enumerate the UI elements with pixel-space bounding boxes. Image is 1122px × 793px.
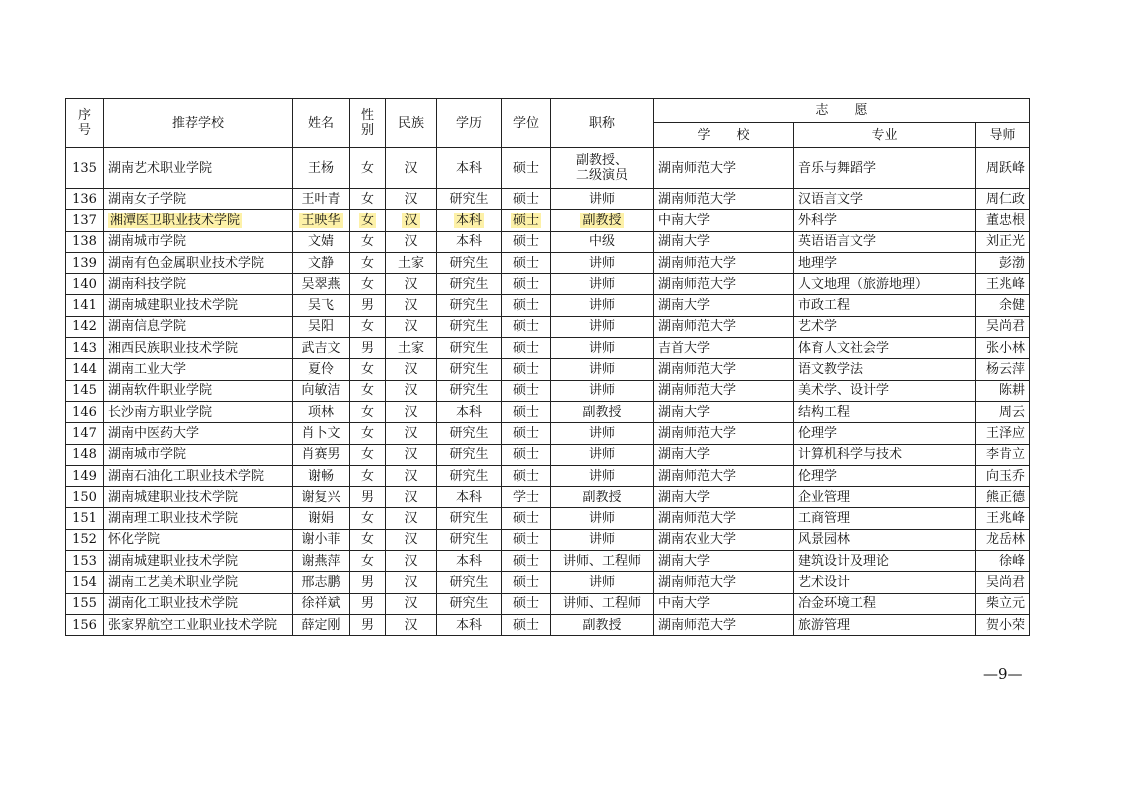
cell-mentor: 柴立元 <box>976 593 1030 614</box>
cell-seq: 138 <box>66 231 104 252</box>
cell-education: 研究生 <box>437 572 502 593</box>
cell-education: 研究生 <box>437 423 502 444</box>
cell-major: 冶金环境工程 <box>794 593 976 614</box>
cell-education: 研究生 <box>437 465 502 486</box>
cell-ethnicity: 汉 <box>386 401 437 422</box>
cell-school: 湖南有色金属职业技术学院 <box>104 252 293 273</box>
cell-title: 讲师 <box>551 529 654 550</box>
cell-ethnicity: 汉 <box>386 274 437 295</box>
cell-ethnicity: 汉 <box>386 465 437 486</box>
cell-name: 王映华 <box>293 210 350 231</box>
cell-wish-school: 湖南农业大学 <box>654 529 794 550</box>
cell-mentor: 李肯立 <box>976 444 1030 465</box>
cell-school: 湖南艺术职业学院 <box>104 148 293 189</box>
cell-gender: 女 <box>350 551 386 572</box>
cell-title: 讲师 <box>551 380 654 401</box>
cell-ethnicity: 汉 <box>386 529 437 550</box>
cell-name: 谢娟 <box>293 508 350 529</box>
cell-ethnicity: 土家 <box>386 252 437 273</box>
cell-degree: 硕士 <box>502 508 551 529</box>
cell-gender: 女 <box>350 465 386 486</box>
table-row <box>66 551 1030 572</box>
cell-wish-school: 湖南师范大学 <box>654 189 794 210</box>
cell-education: 研究生 <box>437 508 502 529</box>
table-row <box>66 508 1030 529</box>
cell-degree: 硕士 <box>502 274 551 295</box>
cell-ethnicity: 汉 <box>386 295 437 316</box>
cell-title: 讲师 <box>551 252 654 273</box>
cell-mentor: 张小林 <box>976 338 1030 359</box>
cell-name: 夏伶 <box>293 359 350 380</box>
cell-name: 向敏洁 <box>293 380 350 401</box>
cell-education: 本科 <box>437 614 502 635</box>
header-seq: 序 号 <box>66 99 104 148</box>
cell-title: 讲师、工程师 <box>551 593 654 614</box>
cell-mentor: 王兆峰 <box>976 274 1030 295</box>
header-wish: 志 愿 <box>654 99 1030 123</box>
cell-degree: 硕士 <box>502 316 551 337</box>
cell-name: 吴翠燕 <box>293 274 350 295</box>
cell-title: 副教授、 二级演员 <box>551 148 654 189</box>
cell-seq: 151 <box>66 508 104 529</box>
cell-ethnicity: 汉 <box>386 359 437 380</box>
cell-title: 讲师 <box>551 316 654 337</box>
cell-name: 文婧 <box>293 231 350 252</box>
cell-name: 徐祥斌 <box>293 593 350 614</box>
cell-wish-school: 湖南大学 <box>654 444 794 465</box>
cell-mentor: 龙岳林 <box>976 529 1030 550</box>
cell-education: 本科 <box>437 487 502 508</box>
cell-education: 本科 <box>437 148 502 189</box>
cell-name: 项林 <box>293 401 350 422</box>
cell-gender: 女 <box>350 148 386 189</box>
cell-major: 美术学、设计学 <box>794 380 976 401</box>
cell-ethnicity: 汉 <box>386 508 437 529</box>
cell-ethnicity: 汉 <box>386 614 437 635</box>
cell-wish-school: 中南大学 <box>654 210 794 231</box>
cell-major: 结构工程 <box>794 401 976 422</box>
cell-seq: 139 <box>66 252 104 273</box>
cell-name: 吴阳 <box>293 316 350 337</box>
table-row <box>66 487 1030 508</box>
cell-wish-school: 湖南大学 <box>654 487 794 508</box>
cell-major: 音乐与舞蹈学 <box>794 148 976 189</box>
table-header <box>66 99 1030 148</box>
cell-ethnicity: 汉 <box>386 316 437 337</box>
cell-wish-school: 吉首大学 <box>654 338 794 359</box>
table-row <box>66 359 1030 380</box>
cell-seq: 141 <box>66 295 104 316</box>
cell-school: 湘西民族职业技术学院 <box>104 338 293 359</box>
cell-gender: 女 <box>350 316 386 337</box>
cell-gender: 男 <box>350 572 386 593</box>
cell-degree: 硕士 <box>502 359 551 380</box>
cell-education: 研究生 <box>437 529 502 550</box>
cell-seq: 137 <box>66 210 104 231</box>
cell-major: 艺术学 <box>794 316 976 337</box>
cell-gender: 女 <box>350 231 386 252</box>
cell-title: 讲师 <box>551 338 654 359</box>
cell-wish-school: 中南大学 <box>654 593 794 614</box>
cell-wish-school: 湖南师范大学 <box>654 359 794 380</box>
cell-title: 讲师 <box>551 359 654 380</box>
table-row <box>66 401 1030 422</box>
cell-ethnicity: 汉 <box>386 423 437 444</box>
header-school: 推荐学校 <box>104 99 293 148</box>
cell-mentor: 吴尚君 <box>976 572 1030 593</box>
table-row <box>66 529 1030 550</box>
cell-degree: 硕士 <box>502 551 551 572</box>
header-degree: 学位 <box>502 99 551 148</box>
header-title: 职称 <box>551 99 654 148</box>
cell-major: 企业管理 <box>794 487 976 508</box>
cell-degree: 硕士 <box>502 380 551 401</box>
cell-seq: 145 <box>66 380 104 401</box>
cell-name: 谢燕萍 <box>293 551 350 572</box>
cell-wish-school: 湖南大学 <box>654 295 794 316</box>
cell-name: 文静 <box>293 252 350 273</box>
cell-mentor: 彭渤 <box>976 252 1030 273</box>
table-row <box>66 231 1030 252</box>
header-wish-school: 学 校 <box>654 123 794 148</box>
header-name: 姓名 <box>293 99 350 148</box>
header-wish-major: 专业 <box>794 123 976 148</box>
cell-title: 讲师 <box>551 423 654 444</box>
cell-wish-school: 湖南师范大学 <box>654 252 794 273</box>
cell-education: 研究生 <box>437 189 502 210</box>
cell-mentor: 王泽应 <box>976 423 1030 444</box>
table-row <box>66 465 1030 486</box>
cell-wish-school: 湖南师范大学 <box>654 465 794 486</box>
cell-seq: 146 <box>66 401 104 422</box>
cell-mentor: 徐峰 <box>976 551 1030 572</box>
cell-ethnicity: 汉 <box>386 572 437 593</box>
cell-name: 武吉文 <box>293 338 350 359</box>
cell-seq: 154 <box>66 572 104 593</box>
cell-major: 人文地理（旅游地理） <box>794 274 976 295</box>
table-body <box>66 148 1030 636</box>
cell-major: 旅游管理 <box>794 614 976 635</box>
cell-mentor: 杨云萍 <box>976 359 1030 380</box>
cell-gender: 女 <box>350 274 386 295</box>
table-row <box>66 380 1030 401</box>
table-row <box>66 338 1030 359</box>
cell-education: 本科 <box>437 231 502 252</box>
cell-gender: 男 <box>350 338 386 359</box>
cell-degree: 硕士 <box>502 614 551 635</box>
table-row <box>66 572 1030 593</box>
cell-title: 副教授 <box>551 401 654 422</box>
cell-mentor: 陈耕 <box>976 380 1030 401</box>
cell-ethnicity: 汉 <box>386 380 437 401</box>
cell-major: 地理学 <box>794 252 976 273</box>
cell-school: 湖南工艺美术职业学院 <box>104 572 293 593</box>
cell-name: 王杨 <box>293 148 350 189</box>
cell-education: 本科 <box>437 551 502 572</box>
cell-major: 伦理学 <box>794 465 976 486</box>
cell-school: 怀化学院 <box>104 529 293 550</box>
cell-gender: 男 <box>350 614 386 635</box>
cell-title: 讲师 <box>551 444 654 465</box>
cell-degree: 硕士 <box>502 423 551 444</box>
cell-ethnicity: 汉 <box>386 444 437 465</box>
cell-title: 讲师 <box>551 295 654 316</box>
table-row <box>66 295 1030 316</box>
header-gender: 性 别 <box>350 99 386 148</box>
cell-ethnicity: 汉 <box>386 189 437 210</box>
cell-major: 计算机科学与技术 <box>794 444 976 465</box>
cell-ethnicity: 汉 <box>386 487 437 508</box>
cell-education: 研究生 <box>437 274 502 295</box>
cell-education: 研究生 <box>437 359 502 380</box>
cell-seq: 136 <box>66 189 104 210</box>
cell-title: 讲师、工程师 <box>551 551 654 572</box>
cell-gender: 女 <box>350 444 386 465</box>
cell-major: 外科学 <box>794 210 976 231</box>
table-row <box>66 614 1030 635</box>
cell-school: 湘潭医卫职业技术学院 <box>104 210 293 231</box>
cell-mentor: 熊正德 <box>976 487 1030 508</box>
cell-seq: 144 <box>66 359 104 380</box>
cell-title: 讲师 <box>551 508 654 529</box>
table-row <box>66 316 1030 337</box>
cell-mentor: 吴尚君 <box>976 316 1030 337</box>
cell-major: 风景园林 <box>794 529 976 550</box>
cell-degree: 硕士 <box>502 444 551 465</box>
cell-school: 湖南科技学院 <box>104 274 293 295</box>
cell-major: 英语语言文学 <box>794 231 976 252</box>
cell-seq: 147 <box>66 423 104 444</box>
cell-wish-school: 湖南大学 <box>654 551 794 572</box>
cell-gender: 女 <box>350 252 386 273</box>
cell-mentor: 刘正光 <box>976 231 1030 252</box>
cell-wish-school: 湖南师范大学 <box>654 423 794 444</box>
table-row <box>66 148 1030 189</box>
cell-gender: 男 <box>350 295 386 316</box>
cell-degree: 硕士 <box>502 295 551 316</box>
table-row <box>66 444 1030 465</box>
cell-degree: 硕士 <box>502 231 551 252</box>
cell-ethnicity: 汉 <box>386 593 437 614</box>
cell-major: 市政工程 <box>794 295 976 316</box>
cell-name: 肖赛男 <box>293 444 350 465</box>
cell-education: 研究生 <box>437 338 502 359</box>
cell-name: 吴飞 <box>293 295 350 316</box>
cell-major: 语文教学法 <box>794 359 976 380</box>
cell-degree: 学士 <box>502 487 551 508</box>
cell-school: 湖南石油化工职业技术学院 <box>104 465 293 486</box>
cell-degree: 硕士 <box>502 338 551 359</box>
cell-ethnicity: 汉 <box>386 231 437 252</box>
cell-gender: 女 <box>350 380 386 401</box>
roster-table <box>65 98 1030 636</box>
cell-gender: 女 <box>350 359 386 380</box>
cell-seq: 153 <box>66 551 104 572</box>
table-row <box>66 423 1030 444</box>
cell-degree: 硕士 <box>502 252 551 273</box>
cell-name: 邢志鹏 <box>293 572 350 593</box>
cell-ethnicity: 土家 <box>386 338 437 359</box>
table-row <box>66 252 1030 273</box>
cell-wish-school: 湖南师范大学 <box>654 572 794 593</box>
cell-mentor: 周跃峰 <box>976 148 1030 189</box>
cell-school: 湖南理工职业技术学院 <box>104 508 293 529</box>
cell-ethnicity: 汉 <box>386 148 437 189</box>
cell-degree: 硕士 <box>502 593 551 614</box>
cell-title: 讲师 <box>551 465 654 486</box>
cell-gender: 男 <box>350 593 386 614</box>
cell-mentor: 余健 <box>976 295 1030 316</box>
cell-education: 本科 <box>437 401 502 422</box>
cell-education: 研究生 <box>437 444 502 465</box>
cell-school: 湖南化工职业技术学院 <box>104 593 293 614</box>
cell-gender: 女 <box>350 189 386 210</box>
cell-degree: 硕士 <box>502 189 551 210</box>
cell-seq: 142 <box>66 316 104 337</box>
cell-title: 副教授 <box>551 614 654 635</box>
cell-education: 研究生 <box>437 252 502 273</box>
cell-education: 研究生 <box>437 380 502 401</box>
cell-wish-school: 湖南师范大学 <box>654 274 794 295</box>
cell-mentor: 周仁政 <box>976 189 1030 210</box>
cell-seq: 150 <box>66 487 104 508</box>
cell-wish-school: 湖南师范大学 <box>654 508 794 529</box>
cell-degree: 硕士 <box>502 529 551 550</box>
cell-wish-school: 湖南师范大学 <box>654 148 794 189</box>
cell-name: 谢小菲 <box>293 529 350 550</box>
cell-degree: 硕士 <box>502 210 551 231</box>
cell-seq: 143 <box>66 338 104 359</box>
cell-education: 研究生 <box>437 593 502 614</box>
cell-name: 薛定刚 <box>293 614 350 635</box>
cell-school: 湖南城市学院 <box>104 231 293 252</box>
cell-gender: 男 <box>350 487 386 508</box>
cell-seq: 156 <box>66 614 104 635</box>
cell-gender: 女 <box>350 423 386 444</box>
cell-school: 湖南工业大学 <box>104 359 293 380</box>
cell-mentor: 董忠根 <box>976 210 1030 231</box>
cell-major: 工商管理 <box>794 508 976 529</box>
table-row <box>66 593 1030 614</box>
page-number: —9— <box>983 665 1023 683</box>
cell-gender: 女 <box>350 401 386 422</box>
cell-degree: 硕士 <box>502 465 551 486</box>
cell-title: 副教授 <box>551 210 654 231</box>
cell-wish-school: 湖南大学 <box>654 401 794 422</box>
cell-seq: 152 <box>66 529 104 550</box>
cell-ethnicity: 汉 <box>386 210 437 231</box>
cell-school: 湖南软件职业学院 <box>104 380 293 401</box>
cell-education: 本科 <box>437 210 502 231</box>
cell-ethnicity: 汉 <box>386 551 437 572</box>
cell-major: 体育人文社会学 <box>794 338 976 359</box>
table-row <box>66 189 1030 210</box>
cell-mentor: 向玉乔 <box>976 465 1030 486</box>
cell-major: 伦理学 <box>794 423 976 444</box>
cell-school: 湖南城市学院 <box>104 444 293 465</box>
cell-seq: 149 <box>66 465 104 486</box>
cell-school: 湖南中医药大学 <box>104 423 293 444</box>
cell-degree: 硕士 <box>502 148 551 189</box>
header-wish-mentor: 导师 <box>976 123 1030 148</box>
cell-title: 副教授 <box>551 487 654 508</box>
cell-degree: 硕士 <box>502 401 551 422</box>
cell-name: 谢复兴 <box>293 487 350 508</box>
cell-wish-school: 湖南师范大学 <box>654 316 794 337</box>
cell-wish-school: 湖南师范大学 <box>654 380 794 401</box>
cell-seq: 148 <box>66 444 104 465</box>
header-education: 学历 <box>437 99 502 148</box>
cell-major: 汉语言文学 <box>794 189 976 210</box>
cell-seq: 155 <box>66 593 104 614</box>
cell-degree: 硕士 <box>502 572 551 593</box>
header-ethnicity: 民族 <box>386 99 437 148</box>
cell-gender: 女 <box>350 508 386 529</box>
cell-major: 艺术设计 <box>794 572 976 593</box>
cell-seq: 135 <box>66 148 104 189</box>
cell-name: 王叶青 <box>293 189 350 210</box>
cell-wish-school: 湖南大学 <box>654 231 794 252</box>
cell-name: 肖卜文 <box>293 423 350 444</box>
cell-title: 讲师 <box>551 189 654 210</box>
cell-school: 湖南城建职业技术学院 <box>104 295 293 316</box>
cell-mentor: 王兆峰 <box>976 508 1030 529</box>
cell-school: 长沙南方职业学院 <box>104 401 293 422</box>
cell-mentor: 周云 <box>976 401 1030 422</box>
cell-mentor: 贺小荣 <box>976 614 1030 635</box>
cell-school: 湖南信息学院 <box>104 316 293 337</box>
cell-title: 讲师 <box>551 572 654 593</box>
cell-education: 研究生 <box>437 295 502 316</box>
cell-name: 谢畅 <box>293 465 350 486</box>
cell-gender: 女 <box>350 210 386 231</box>
cell-school: 湖南城建职业技术学院 <box>104 551 293 572</box>
cell-school: 湖南女子学院 <box>104 189 293 210</box>
cell-major: 建筑设计及理论 <box>794 551 976 572</box>
table-row <box>66 274 1030 295</box>
table-row <box>66 210 1030 231</box>
cell-school: 张家界航空工业职业技术学院 <box>104 614 293 635</box>
cell-title: 讲师 <box>551 274 654 295</box>
cell-wish-school: 湖南师范大学 <box>654 614 794 635</box>
cell-school: 湖南城建职业技术学院 <box>104 487 293 508</box>
cell-education: 研究生 <box>437 316 502 337</box>
cell-gender: 女 <box>350 529 386 550</box>
cell-seq: 140 <box>66 274 104 295</box>
cell-title: 中级 <box>551 231 654 252</box>
